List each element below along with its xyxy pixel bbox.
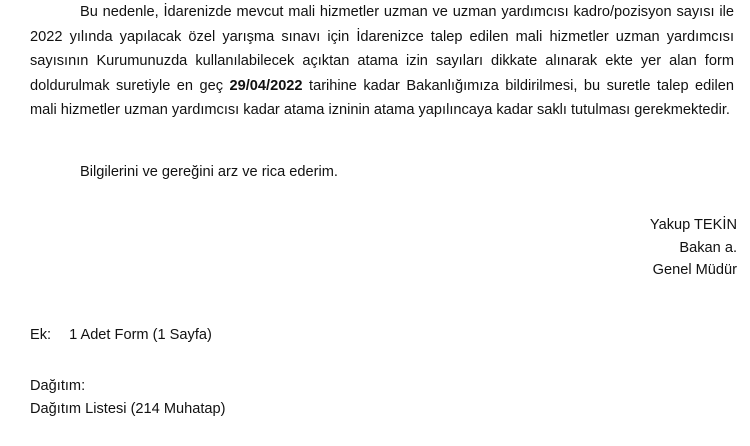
attachment-label: Ek: bbox=[30, 327, 52, 343]
signatory-name: Yakup TEKİN bbox=[649, 217, 737, 233]
paragraph-text-part2: tarihine kadar Bakanlığımıza bildirilmesi, bu suretle talep edilen mali hizmetler uzman yardımcısı kadar atama izninin atama yapılıncaya kadar saklı tutulması gerekmektedir. bbox=[30, 77, 734, 119]
deadline-date: 29/04/2022 bbox=[229, 77, 303, 94]
attachment-value: 1 Adet Form (1 Sayfa) bbox=[69, 327, 212, 343]
attachment-line bbox=[30, 324, 212, 346]
distribution-label: Dağıtım: bbox=[30, 378, 86, 394]
paragraph-text-part1: Bu nedenle, İdarenizde mevcut mali hizmetler uzman ve uzman yardımcısı kadro/pozisyon sayısı ile 2022 yılında yapılacak özel yarışma sınavı için İdarenizce talep edilen mali hizmetler uzman yardımcısı sayısının Kurumunuzda kullanılabilecek açıktan atama izin sayıları dikkate alınarak ekte yer alan form doldurulmak suretiyle en geç bbox=[30, 4, 734, 94]
closing-sentence: Bilgilerini ve gereğini arz ve rica ederim. bbox=[80, 164, 338, 180]
signatory-on-behalf: Bakan a. bbox=[679, 239, 737, 256]
signatory-title: Genel Müdür bbox=[652, 262, 737, 278]
main-paragraph bbox=[30, 0, 734, 123]
signature-block bbox=[650, 214, 737, 282]
distribution-block bbox=[30, 375, 225, 421]
distribution-value: Dağıtım Listesi (214 Muhatap) bbox=[30, 401, 226, 417]
